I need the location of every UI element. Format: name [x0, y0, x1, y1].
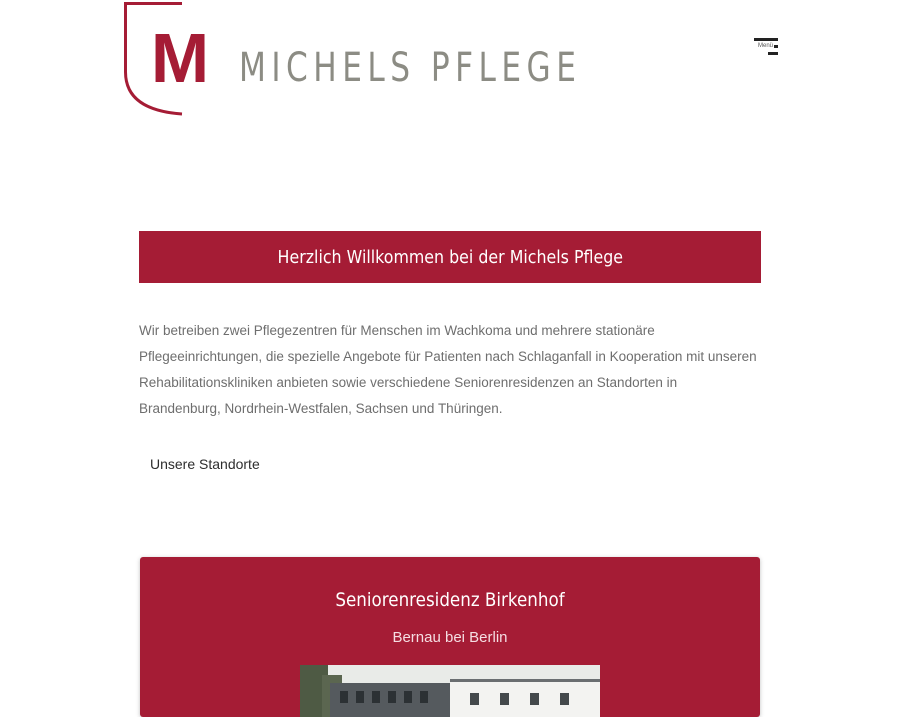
intro-paragraph: Wir betreiben zwei Pflegezentren für Menschen im Wachkoma und mehrere stationäre Pflegeeinrichtungen, die spezielle Angebote für Patienten nach Schlaganfall in Kooperation mit unseren Rehabilitationskliniken anbieten sowie verschiedene Seniorenresidenzen an Standorten in Brandenburg, Nordrhein-Westfalen, Sachsen und Thüringen. [139, 323, 757, 416]
hamburger-icon-bar [768, 52, 778, 55]
menu-toggle-button[interactable] [752, 37, 778, 59]
logo-letter: M [150, 19, 210, 97]
logo-wordmark: MICHELS PFLEGE [239, 45, 582, 91]
hamburger-icon [754, 38, 778, 41]
residence-card[interactable] [140, 557, 760, 717]
residence-location: Bernau bei Berlin [392, 629, 508, 646]
welcome-title: Herzlich Willkommen bei der Michels Pflege [277, 246, 623, 268]
residence-photo [300, 665, 600, 717]
welcome-banner [139, 231, 761, 283]
residence-title: Seniorenresidenz Birkenhof [335, 589, 565, 611]
menu-label: Menü [758, 43, 774, 49]
locations-link[interactable]: Unsere Standorte [150, 456, 260, 472]
site-logo[interactable] [124, 2, 582, 116]
logo-shield-mark [124, 2, 224, 116]
